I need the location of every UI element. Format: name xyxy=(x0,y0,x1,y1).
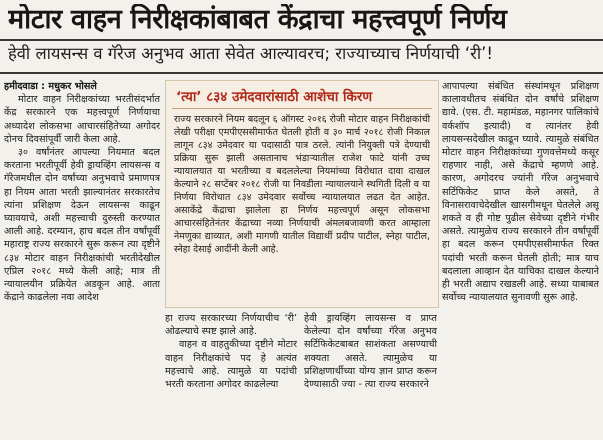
box-title xyxy=(172,84,432,109)
headline-rule xyxy=(0,39,603,41)
left-column xyxy=(4,80,160,440)
box-body: राज्य सरकारने नियम बदलून ६ ऑगस्ट २०१६ रोजी मोटार वाहन निरीक्षकांची लेखी परीक्षा एमपीएससीमार्फत घेतली होती व ३० मार्च २०१८ रोजी निकाल लागून ८३४ उमेदवार या पदासाठी पात्र ठरले. त्यांनी नियुक्ती पत्रे देण्याची प्रक्रिया सुरू झाली असतानाच भंडाऱ्यातील राजेश फाटे यांनी उच्च न्यायालयात या भरतीच्या व बदललेल्या नियमांच्या विरोधात दावा दाखल केल्याने २८ सप्टेंबर २०१८ रोजी या निवडीला न्यायालयाने स्थगिती दिली व या निर्णया विरोधात ८३४ उमेदवार सर्वोच्च न्यायालयात लढत देत आहेत. असाकेंद्रे केंद्राचा झालेला हा निर्णय महत्त्वपूर्ण असून लोकसभा आचारसंहितेनंतर केंद्राच्या नव्या निर्णयाची अंमलबजावणी करत आम्हाला नेमणुका द्याव्यात, अशी मागणी यातील विद्यार्थी प्रदीप पाटील, स्नेहा पाटील, स्नेहा देसाई आदींनी केली आहे. xyxy=(174,114,430,255)
subheadline: हेवी लायसन्स व गॅरेज अनुभव आता सेवेत आल्यावरच; राज्याच्याच निर्णयाची ‘री’! xyxy=(8,44,494,63)
box-title-quote: ‘त्या’ xyxy=(176,89,202,105)
left-paragraph-1: मोटार वाहन निरीक्षकांच्या भरतीसंदर्भात केंद्र सरकारने एक महत्त्वपूर्ण निर्णयाचा अध्यादेश लोकसभा आचारसंहितेच्या अगोदर दोनच दिवसांपूर्वी जारी केला आहे. xyxy=(4,94,160,145)
sidebar-box xyxy=(165,80,439,308)
right-paragraph-1: आपापल्या संबंधित संस्थांमधून प्रशिक्षण कालावधीतच संबंधित दोन वर्षांचे प्रशिक्षण द्यावे. (एस. टी. महामंडळ, महानगर पालिकांचे वर्कशॉप इत्यादी) व त्यानंतर हेवी लायसन्सदेखील काढून घ्यावे. त्यामुळे संबंधित मोटार वाहन निरीक्षकांच्या गुणवत्तेमध्ये कसूर राहणार नाही, असे केंद्राचे म्हणणे आहे. कारण, अगोदरच ज्यांनी गॅरेज अनुभवाचे सर्टिफिकेट प्राप्त केले असते, ते विनासरावाचेदेखील खासगीमधून घेतलेले असू शकते व ही गोष्ट पुढील सेवेच्या दृष्टीने गंभीर असते. त्यामुळेच राज्य सरकारने तीन वर्षांपूर्वी हा बदल करून एमपीएससीमार्फत रिक्त पदांची भरती करून घेतली होती; मात्र याच बदलाला आव्हान देत याचिका दाखल केल्याने ही भरती अद्याप रखडली आहे. सध्या याबाबत सर्वोच्च न्यायालयात सुनावणी सुरू आहे. xyxy=(442,81,599,304)
byline: हमीदवाडा : मधुकर भोसले xyxy=(4,81,97,92)
bottom1-paragraph-1: हा राज्य सरकारच्या निर्णयाचीच ‘री’ ओढल्याचे स्पष्ट झाले आहे. xyxy=(165,313,297,338)
bottom-column-1 xyxy=(165,312,297,440)
left-paragraph-2: ३० वर्षांनंतर आपल्या नियमात बदल करताना भरतीपूर्वी हेवी ड्रायव्हिंग लायसन्स व गॅरेजमधील दोन वर्षांच्या अनुभवाचे प्रमाणपत्र हा नियम आता भरती झाल्यानंतर सरकारतेच त्यांना प्रशिक्षण देऊन लायसन्स काढून घ्यावयाचे, अशी महत्त्वाची दुरुस्ती करण्यात आली आहे. दरम्यान, हाच बदल तीन वर्षांपूर्वी महाराष्ट्र राज्य सरकारने सुरू करून त्या दृष्टीने ८३४ मोटार वाहन निरीक्षकांची भरतीदेखील एप्रिल २०१८ मध्ये केली आहे; मात्र ती न्यायालयीन प्रक्रियेत अडकून आहे. आता केंद्राने काढलेला नवा आदेश xyxy=(4,147,160,304)
right-column xyxy=(442,80,599,440)
bottom-column-2 xyxy=(304,312,437,440)
bottom2-paragraph-1: हेवी ड्रायव्हिंग लायसन्स व प्राप्त केलेल्या दोन वर्षांच्या गॅरेज अनुभव सर्टिफिकेटबाबत साशंकता असण्याची शक्यता असते. त्यामुळेच या प्रशिक्षणार्थीच्या योग्य ज्ञान प्राप्त करून देण्यासाठी ज्या - त्या राज्य सरकारने xyxy=(304,313,437,391)
bottom1-paragraph-2: वाहन व वाहतुकीच्या दृष्टीने मोटार वाहन निरीक्षकांचे पद हे अत्यंत महत्त्वाचे आहे. त्यामुळे या पदांची भरती करताना अगोदर काढलेल्या xyxy=(165,339,297,391)
headline: मोटार वाहन निरीक्षकांबाबत केंद्राचा महत्त्वपूर्ण निर्णय xyxy=(8,4,507,35)
subheadline-rule xyxy=(0,72,603,74)
box-title-text: ८३४ उमेदवारांसाठी आशेचा किरण xyxy=(206,89,373,105)
